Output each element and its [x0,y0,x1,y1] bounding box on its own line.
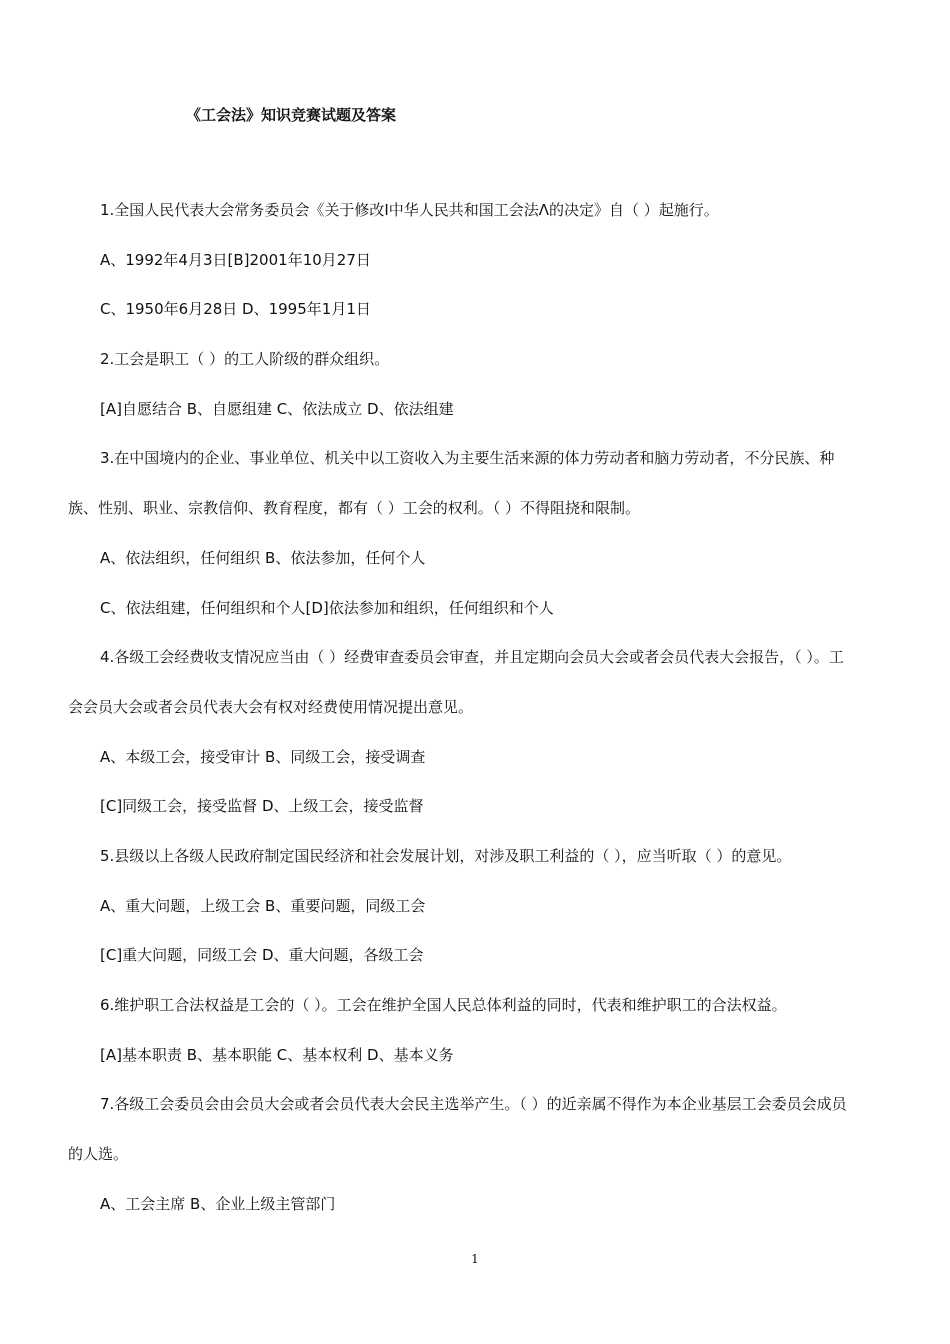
question-4-stem-line-1: 4.各级工会经费收支情况应当由（ ）经费审查委员会审查，并且定期向会员大会或者会员代表大会报告，（ ）。工 [100,648,844,667]
question-6-stem: 6.维护职工合法权益是工会的（ ）。工会在维护全国人民总体利益的同时，代表和维护职工的合法权益。 [100,996,787,1014]
question-3-options-cd: C、依法组建，任何组织和个人[D]依法参加和组织，任何组织和个人 [100,598,554,617]
question-4-options-ab: A、本级工会，接受审计 B、同级工会，接受调查 [100,747,426,766]
question-3-stem-line-2: 族、性别、职业、宗教信仰、教育程度，都有（ ）工会的权利。（ ）不得阻挠和限制。 [68,499,641,518]
question-5-stem: 5.县级以上各级人民政府制定国民经济和社会发展计划，对涉及职工利益的（ ），应当听取（ ）的意见。 [100,846,792,865]
document-title: 《工会法》知识竞赛试题及答案 [186,106,397,124]
question-2-options: [A]自愿结合 B、自愿组建 C、依法成立 D、依法组建 [100,399,454,418]
question-7-stem-line-1: 7.各级工会委员会由会员大会或者会员代表大会民主选举产生。（ ）的近亲属不得作为本企业基层工会委员会成员 [100,1095,847,1114]
document-body [68,200,884,1243]
question-3-options-ab: A、依法组织，任何组织 B、依法参加，任何个人 [100,548,426,567]
question-4-stem-line-2: 会会员大会或者会员代表大会有权对经费使用情况提出意见。 [68,697,474,716]
question-5-options-cd: [C]重大问题，同级工会 D、重大问题，各级工会 [100,946,424,965]
question-6-options: [A]基本职责 B、基本职能 C、基本权利 D、基本义务 [100,1045,454,1064]
question-2-stem: 2.工会是职工（ ）的工人阶级的群众组织。 [100,350,390,369]
question-7-stem-line-2: 的人选。 [68,1145,129,1164]
question-1-options-ab: A、1992年4月3日[B]2001年10月27日 [100,250,371,269]
question-7-options-ab: A、工会主席 B、企业上级主管部门 [100,1194,336,1213]
question-1-options-cd: C、1950年6月28日 D、1995年1月1日 [100,300,371,319]
page-number: 1 [471,1252,479,1266]
question-4-options-cd: [C]同级工会，接受监督 D、上级工会，接受监督 [100,797,424,816]
question-3-stem-line-1: 3.在中国境内的企业、事业单位、机关中以工资收入为主要生活来源的体力劳动者和脑力劳动者，不分民族、种 [100,449,835,468]
question-1-stem: 1.全国人民代表大会常务委员会《关于修改Ι中华人民共和国工会法Λ的决定》自（ ）起施行。 [100,201,719,219]
question-5-options-ab: A、重大问题，上级工会 B、重要问题，同级工会 [100,896,426,915]
